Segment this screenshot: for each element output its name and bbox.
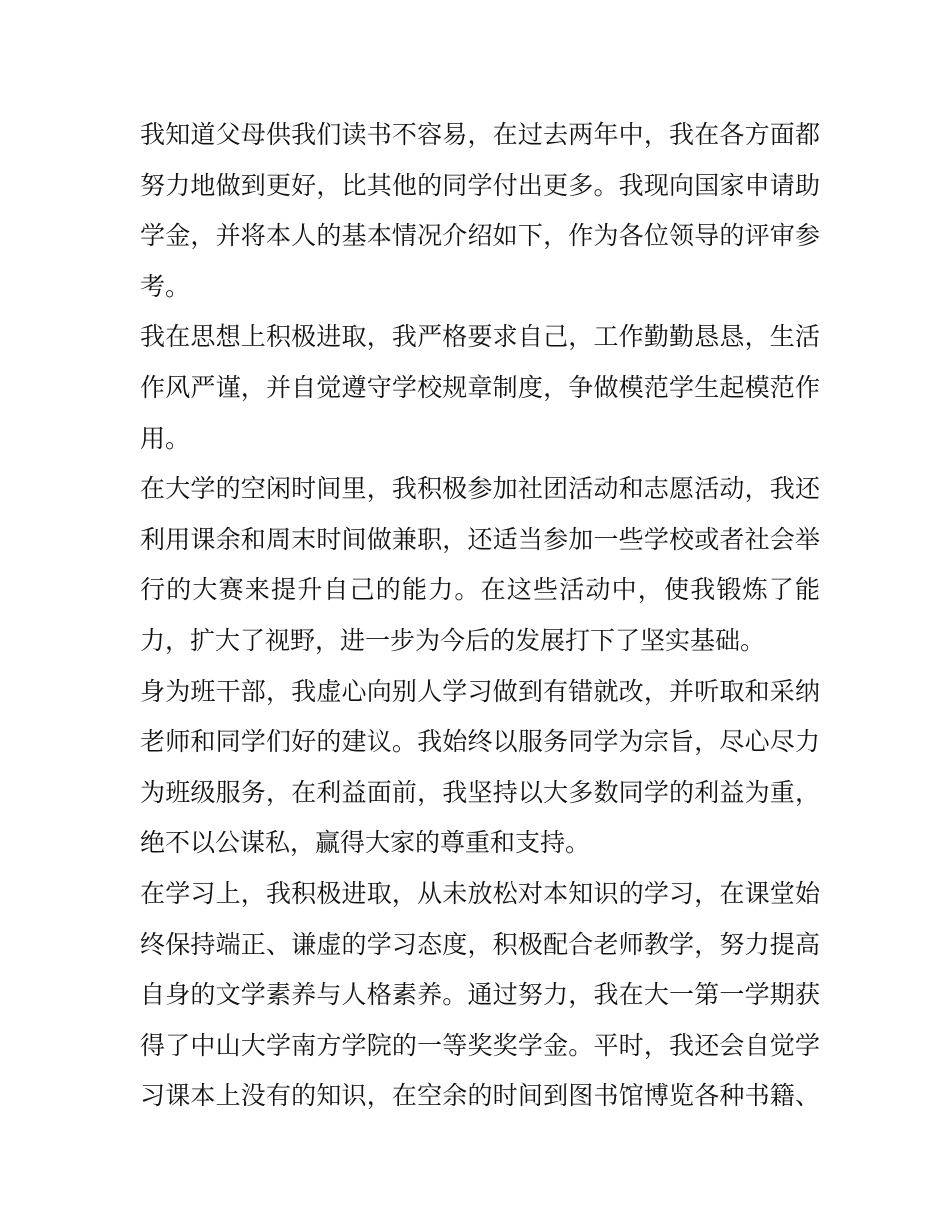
- paragraph-line: 在学习上，我积极进取，从未放松对本知识的学习，在课堂始: [140, 878, 820, 908]
- paragraph-line: 为班级服务，在利益面前，我坚持以大多数同学的利益为重，: [140, 777, 820, 807]
- paragraph-line: 习课本上没有的知识，在空余的时间到图书馆博览各种书籍、: [140, 1081, 820, 1111]
- paragraph-3: [140, 464, 820, 666]
- paragraph-line: 终保持端正、谦虚的学习态度，积极配合老师教学，努力提高: [140, 929, 820, 959]
- paragraph-line: 考。: [140, 271, 191, 301]
- paragraph-line: 自身的文学素养与人格素养。通过努力，我在大一第一学期获: [140, 980, 820, 1010]
- paragraph-line: 学金，并将本人的基本情况介绍如下，作为各位领导的评审参: [140, 221, 820, 251]
- paragraph-line: 努力地做到更好，比其他的同学付出更多。我现向国家申请助: [140, 170, 820, 200]
- paragraph-line: 我在思想上积极进取，我严格要求自己，工作勤勤恳恳，生活: [140, 322, 820, 352]
- paragraph-5: [140, 869, 820, 1122]
- paragraph-line: 在大学的空闲时间里，我积极参加社团活动和志愿活动，我还: [140, 474, 820, 504]
- paragraph-line: 绝不以公谋私，赢得大家的尊重和支持。: [140, 828, 591, 858]
- paragraph-2: [140, 312, 820, 464]
- paragraph-line: 老师和同学们好的建议。我始终以服务同学为宗旨，尽心尽力: [140, 727, 820, 757]
- paragraph-line: 力，扩大了视野，进一步为今后的发展打下了坚实基础。: [140, 625, 766, 655]
- paragraph-line: 用。: [140, 423, 191, 453]
- paragraph-1: [140, 110, 820, 312]
- document-body: [140, 110, 820, 1122]
- paragraph-line: 我知道父母供我们读书不容易，在过去两年中，我在各方面都: [140, 120, 820, 149]
- paragraph-line: 利用课余和周末时间做兼职，还适当参加一些学校或者社会举: [140, 524, 820, 554]
- paragraph-4: [140, 667, 820, 869]
- paragraph-line: 行的大赛来提升自己的能力。在这些活动中，使我锻炼了能: [140, 575, 820, 605]
- paragraph-line: 作风严谨，并自觉遵守学校规章制度，争做模范学生起模范作: [140, 372, 820, 402]
- paragraph-line: 身为班干部，我虚心向别人学习做到有错就改，并听取和采纳: [140, 676, 820, 706]
- paragraph-line: 得了中山大学南方学院的一等奖奖学金。平时，我还会自觉学: [140, 1030, 820, 1060]
